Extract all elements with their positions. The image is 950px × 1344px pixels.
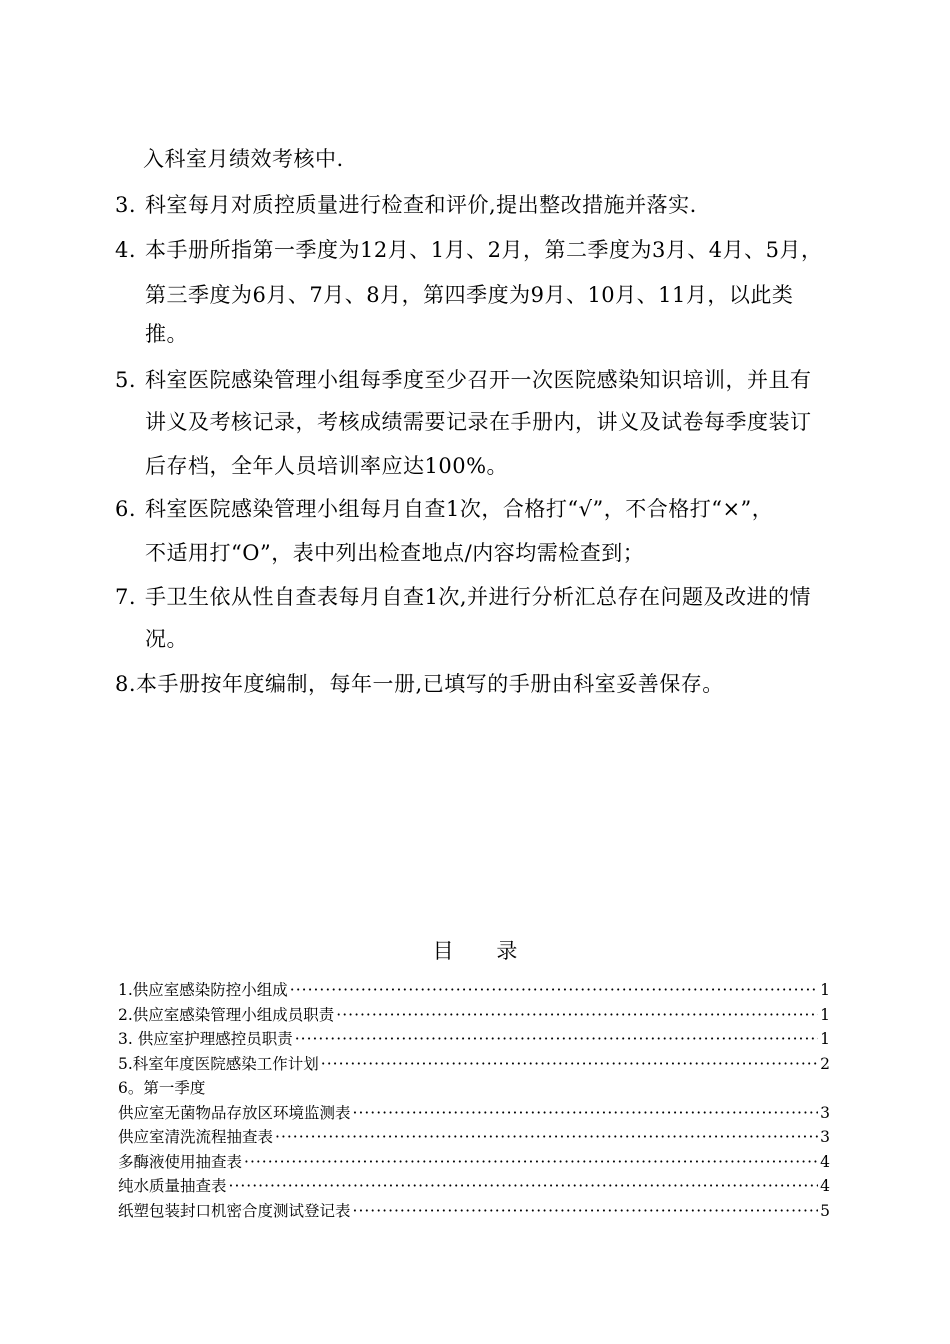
instruction-item-8: 8.本手册按年度编制，每年一册,已填写的手册由科室妥善保存。 xyxy=(115,672,724,696)
toc-page-number: 4 xyxy=(820,1177,830,1195)
toc-entry-label: 5.科室年度医院感染工作计划 xyxy=(118,1054,319,1073)
toc-page-number: 1 xyxy=(820,1030,830,1048)
item-text-cont: 第三季度为6月、7月、8月，第四季度为9月、10月、11月，以此类 xyxy=(145,283,794,307)
toc-leader-dots xyxy=(336,1003,818,1027)
item-text-cont: 况。 xyxy=(145,627,188,651)
toc-leader-dots xyxy=(295,1027,818,1051)
toc-entry-label: 1.供应室感染防控小组成 xyxy=(118,981,288,999)
item-text-cont: 不适用打“O”，表中列出检查地点/内容均需检查到； xyxy=(145,541,645,565)
instruction-item-5 xyxy=(115,368,812,392)
toc-entry[interactable] xyxy=(118,1174,830,1199)
toc-entry-label: 6。第一季度 xyxy=(118,1079,206,1097)
toc-page-number: 3 xyxy=(820,1128,830,1146)
item-number: 5. xyxy=(115,368,137,392)
toc-entry-label: 供应室无菌物品存放区环境监测表 xyxy=(118,1103,351,1122)
item-text: 科室医院感染管理小组每月自查1次，合格打“√”，不合格打“×”， xyxy=(145,497,774,521)
toc-entry-label: 纯水质量抽查表 xyxy=(118,1177,227,1195)
toc-entry[interactable] xyxy=(118,1125,830,1150)
toc-page-number: 3 xyxy=(820,1103,830,1122)
toc-entry[interactable] xyxy=(118,1052,830,1077)
item-text-cont: 后存档，全年人员培训率应达100%。 xyxy=(145,454,509,478)
toc-leader-dots xyxy=(275,1125,818,1149)
item-number: 6. xyxy=(115,497,137,521)
toc-entry-label: 3. 供应室护理感控员职责 xyxy=(118,1030,293,1048)
toc-entry[interactable] xyxy=(118,1027,830,1052)
instruction-item-4 xyxy=(115,238,823,262)
toc-entry[interactable] xyxy=(118,1003,830,1028)
toc-leader-dots xyxy=(290,978,818,1002)
toc-title: 目 录 xyxy=(432,939,536,963)
toc-leader-dots xyxy=(353,1101,819,1125)
item-text-cont: 讲义及考核记录，考核成绩需要记录在手册内，讲义及试卷每季度装订 xyxy=(145,410,812,434)
item-number: 4. xyxy=(115,238,137,262)
toc-entry-label: 纸塑包装封口机密合度测试登记表 xyxy=(118,1201,351,1220)
toc-leader-dots xyxy=(321,1052,818,1076)
toc-page-number: 1 xyxy=(820,1005,830,1024)
toc-leader-dots xyxy=(353,1199,819,1223)
instruction-item-7 xyxy=(115,585,811,609)
item-number: 3. xyxy=(115,193,137,217)
toc-entry[interactable] xyxy=(118,1101,830,1126)
instruction-item-6 xyxy=(115,497,773,521)
toc-entry-label: 供应室清洗流程抽查表 xyxy=(118,1128,274,1146)
instruction-item-3 xyxy=(115,193,697,217)
toc-page-number: 4 xyxy=(820,1152,830,1171)
item-text: 手卫生依从性自查表每月自查1次,并进行分析汇总存在问题及改进的情 xyxy=(145,585,812,609)
toc-entry-label: 2.供应室感染管理小组成员职责 xyxy=(118,1005,335,1024)
item-number: 7. xyxy=(115,585,137,609)
item-text: 科室医院感染管理小组每季度至少召开一次医院感染知识培训，并且有 xyxy=(145,368,812,392)
toc-leader-dots xyxy=(244,1150,818,1174)
item-text: 科室每月对质控质量进行检查和评价,提出整改措施并落实. xyxy=(145,193,697,217)
toc-page-number: 2 xyxy=(820,1054,830,1073)
toc-page-number: 5 xyxy=(820,1201,830,1220)
toc-entry-label: 多酶液使用抽查表 xyxy=(118,1152,243,1171)
continued-line: 入科室月绩效考核中. xyxy=(143,147,344,171)
table-of-contents xyxy=(118,978,830,1223)
toc-page-number: 1 xyxy=(820,981,830,999)
toc-entry[interactable] xyxy=(118,1150,830,1175)
toc-entry[interactable] xyxy=(118,1076,830,1101)
item-text-cont: 推。 xyxy=(145,322,188,346)
toc-entry[interactable] xyxy=(118,1199,830,1224)
toc-leader-dots xyxy=(229,1174,819,1198)
item-text: 本手册所指第一季度为12月、1月、2月，第二季度为3月、4月、5月， xyxy=(145,238,823,262)
toc-entry[interactable] xyxy=(118,978,830,1003)
